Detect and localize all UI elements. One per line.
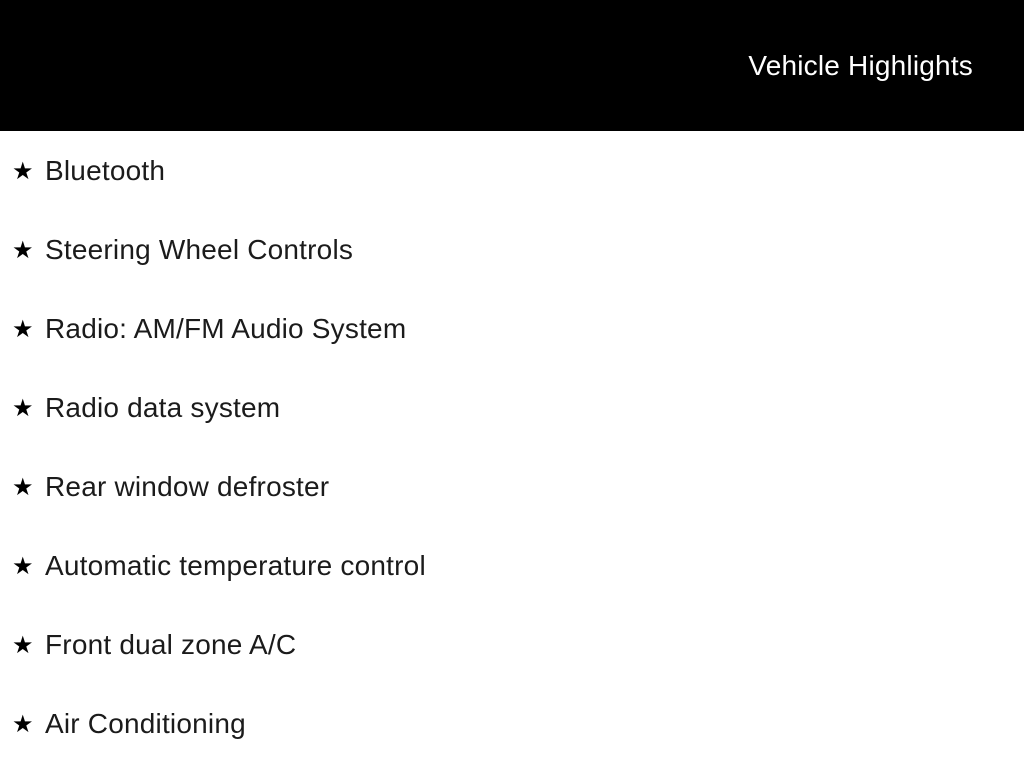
list-item [12,131,1024,210]
star-icon: ★ [12,314,34,343]
list-item [12,605,1024,684]
highlight-label: Automatic temperature control [45,549,426,581]
highlight-label: Radio data system [45,391,281,423]
star-icon: ★ [12,709,34,738]
vehicle-highlights-header [0,0,1024,131]
highlight-label: Rear window defroster [45,470,330,502]
list-item [12,684,1024,763]
star-icon: ★ [12,393,34,422]
highlight-label: Air Conditioning [45,707,246,739]
list-item [12,210,1024,289]
list-item [12,447,1024,526]
highlight-label: Steering Wheel Controls [45,233,354,265]
star-icon: ★ [12,472,34,501]
star-icon: ★ [12,551,34,580]
page-title: Vehicle Highlights [748,49,973,81]
highlight-label: Radio: AM/FM Audio System [45,312,407,344]
highlight-label: Front dual zone A/C [45,628,297,660]
star-icon: ★ [12,235,34,264]
list-item [12,526,1024,605]
list-item [12,368,1024,447]
star-icon: ★ [12,156,34,185]
highlight-label: Bluetooth [45,154,166,186]
star-icon: ★ [12,630,34,659]
vehicle-highlights-list [0,131,1024,763]
list-item [12,289,1024,368]
